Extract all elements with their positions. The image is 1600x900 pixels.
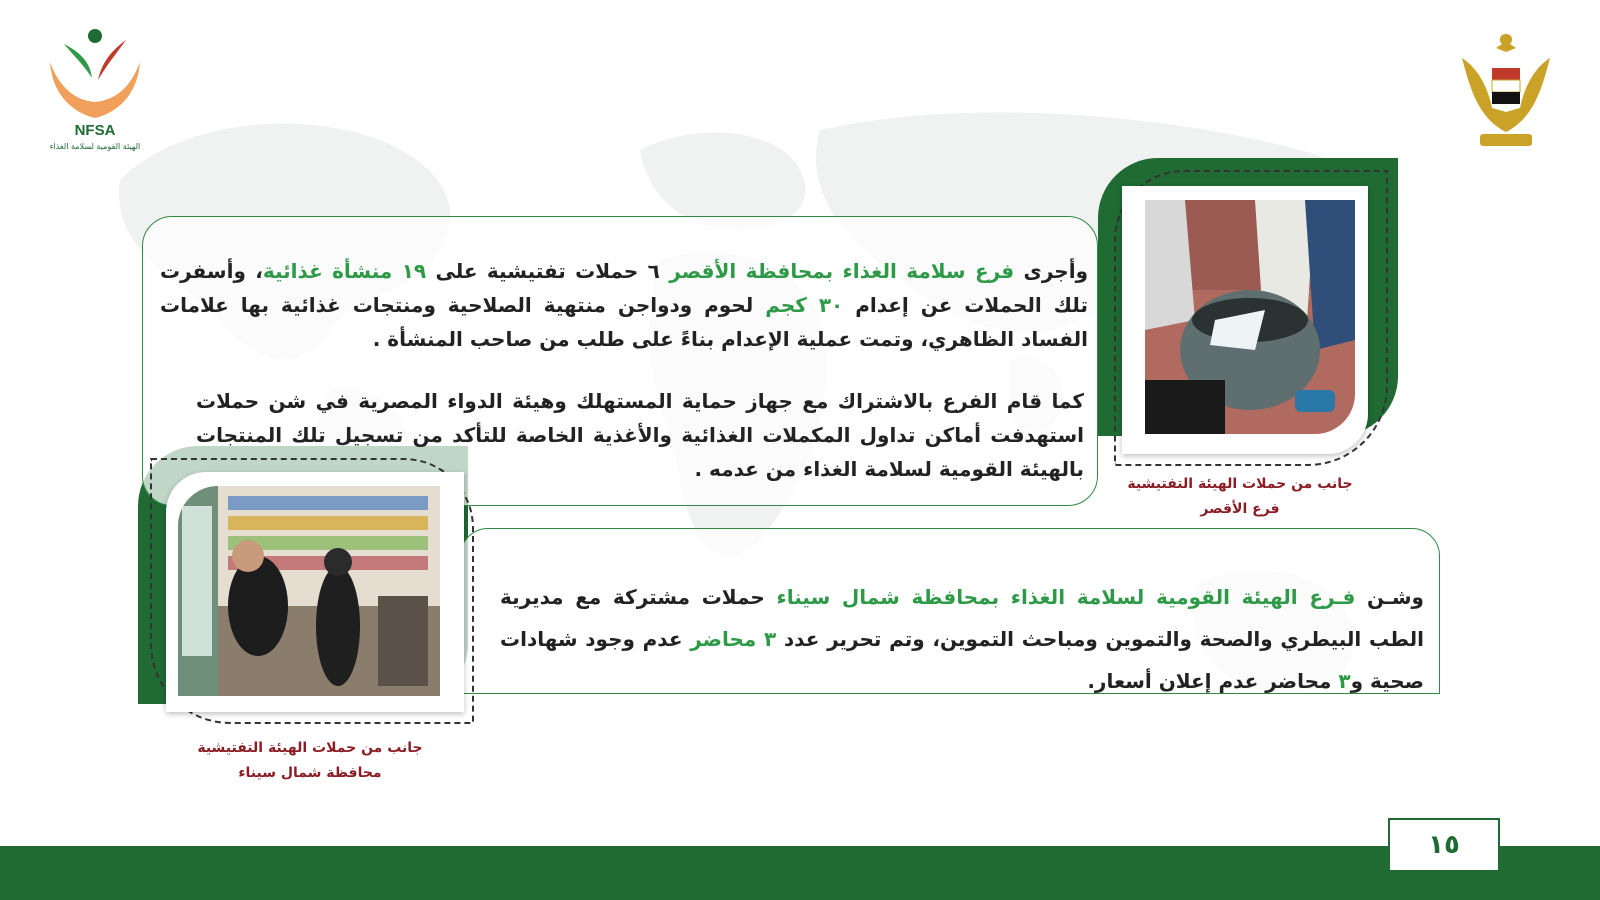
caption-line-1: جانب من حملات الهيئة التفتيشية [1127, 476, 1353, 492]
caption-line-2: فرع الأقصر [1200, 501, 1280, 517]
eagle-emblem-icon [1458, 28, 1554, 152]
page-number: ١٥ [1388, 818, 1500, 872]
text-segment: محاضر عدم إعلان أسعار. [1087, 669, 1339, 693]
text-segment: حملات مشتركة مع مديرية الطب البيطري والصحة والتموين ومباحث التموين، وتم تحرير عدد [500, 585, 1424, 651]
nfsa-abbreviation: NFSA [74, 122, 116, 139]
luxor-inspection-photo [1145, 200, 1355, 434]
text-segment: ٦ حملات تفتيشية على [426, 259, 670, 283]
luxor-photo-caption [1110, 472, 1370, 522]
text-segment: وشـن [1355, 585, 1424, 609]
caption-line-2: محافظة شمال سيناء [238, 765, 382, 781]
luxor-paragraph-1 [160, 254, 1088, 356]
store-inspection-photo-image [178, 486, 440, 696]
north-sinai-inspection-photo [178, 486, 440, 696]
caption-line-1: جانب من حملات الهيئة التفتيشية [197, 740, 423, 756]
luxor-branch-highlight: فرع سلامة الغذاء بمحافظة الأقصر [669, 259, 1015, 283]
price-reports-count-highlight: ٣ [1338, 669, 1351, 693]
text-segment: وأجرى [1014, 259, 1089, 283]
text-segment: عدم وجود شهادات صحية و [500, 627, 1424, 693]
text-segment: ، وأسفرت تلك الحملات عن إعدام [160, 259, 1088, 317]
text-segment: لحوم ودواجن منتهية الصلاحية ومنتجات غذائية بها علامات الفساد الظاهري، وتمت عملية الإعدام بناءً على طلب من صاحب المنشأة . [160, 293, 1088, 351]
inspection-photo-image [1145, 200, 1355, 434]
nfsa-logo [40, 22, 160, 162]
luxor-paragraph-2: كما قام الفرع بالاشتراك مع جهاز حماية المستهلك وهيئة الدواء المصرية في شن حملات استهدفت أماكن تداول المكملات الغذائية والأغذية الخاصة للتأكد من تسجيل تلك المنتجات بالهيئة القومية لسلامة الغذاء من عدمه . [196, 389, 1084, 481]
facilities-count-highlight: ١٩ منشأة غذائية [262, 259, 427, 283]
nfsa-emblem-icon [40, 22, 150, 122]
north-sinai-photo-caption [180, 736, 440, 786]
nfsa-arabic-name: الهيئة القومية لسلامة الغذاء [49, 142, 141, 151]
destroyed-weight-highlight: ٣٠ كجم [765, 293, 844, 317]
egypt-emblem [1458, 28, 1554, 152]
north-sinai-paragraph [500, 576, 1424, 702]
north-sinai-branch-highlight: فـرع الهيئة القومية لسلامة الغذاء بمحافظة شمال سيناء [776, 585, 1356, 609]
footer-bar [0, 846, 1600, 900]
reports-count-highlight: ٣ محاضر [690, 627, 777, 651]
